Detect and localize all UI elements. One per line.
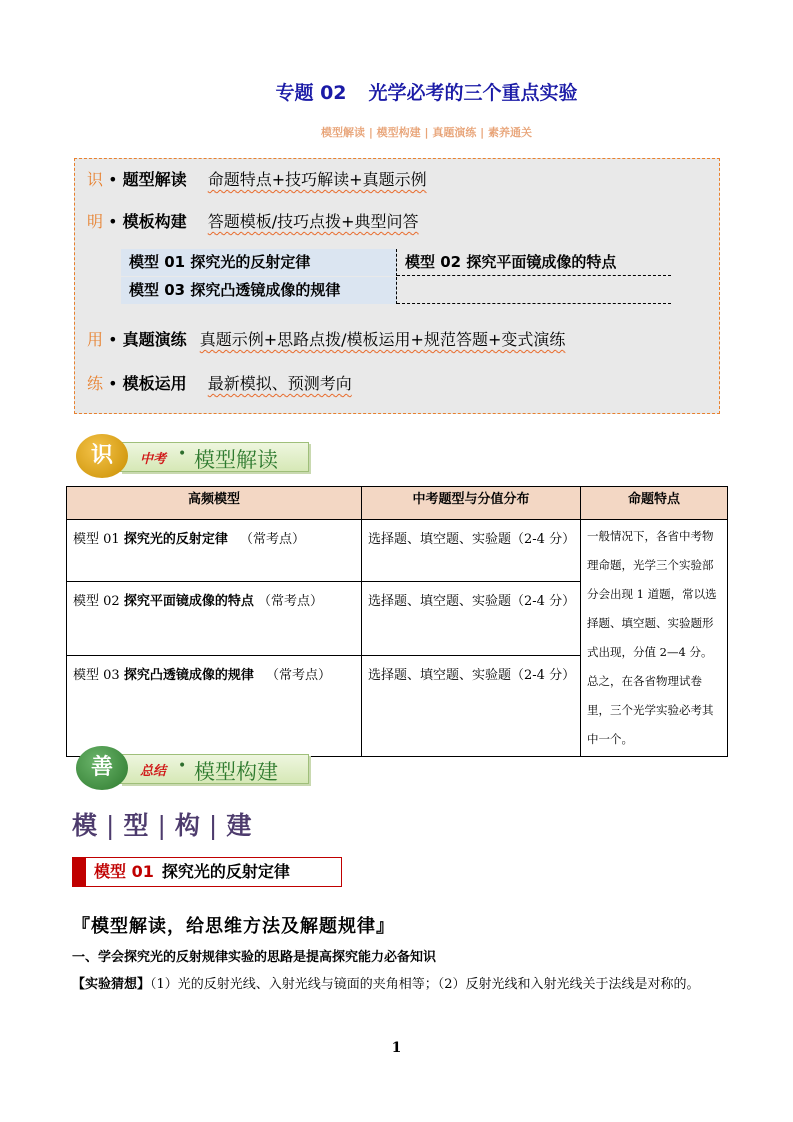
model-freq: （常考点）: [239, 532, 305, 547]
section-tag: 总结: [140, 764, 167, 779]
model-01-heading: [72, 857, 342, 887]
section-banner: [120, 442, 309, 472]
section-subtitle: 『模型解读，给思维方法及解题规律』: [72, 916, 395, 937]
bullet: •: [108, 170, 118, 189]
outline-box: [74, 158, 720, 414]
outline-label: 题型解读: [122, 170, 187, 189]
model-grid-item-1: 模型 01 探究光的反射定律: [121, 249, 397, 276]
table-cell-types: 选择题、填空题、实验题（2-4 分）: [362, 655, 581, 756]
table-cell-types: 选择题、填空题、实验题（2-4 分）: [362, 520, 581, 582]
heading-separator: |: [208, 811, 219, 840]
table-row: [67, 520, 728, 582]
outline-row-1: [87, 167, 427, 190]
outline-desc: 命题特点+技巧解读+真题示例: [207, 170, 427, 189]
outline-label: 真题演练: [122, 330, 187, 349]
model-building-heading: [72, 806, 252, 842]
model-prefix: 模型 02: [73, 594, 120, 610]
page-number: 1: [391, 1040, 402, 1056]
paragraph-body: [72, 972, 724, 998]
document-subtitle: 模型解读 | 模型构建 | 真题演练 | 素养通关: [320, 126, 533, 139]
outline-char: 明: [87, 212, 104, 231]
bullet: •: [108, 212, 118, 231]
outline-desc: 答题模板/技巧点拨+典型问答: [207, 212, 419, 231]
title-part2: 光学必考的三个重点实验: [368, 82, 578, 104]
heading-char: 模: [72, 811, 99, 840]
model-freq: （常考点）: [257, 594, 323, 610]
outline-desc: 真题示例+思路点拨/模板运用+规范答题+变式演练: [199, 330, 566, 349]
section-circle-icon: 善: [76, 746, 128, 790]
table-cell-model: [67, 582, 362, 655]
paragraph-lead: 【实验猜想】: [72, 977, 151, 992]
outline-char: 用: [87, 330, 104, 349]
heading-char: 建: [226, 811, 253, 840]
model-name: 探究平面镜成像的特点: [123, 594, 254, 610]
model-prefix: 模型 01: [73, 532, 120, 547]
table-cell-model: [67, 655, 362, 756]
model-table: [66, 486, 728, 757]
model-grid-empty: [397, 277, 671, 304]
section-banner: [120, 754, 309, 784]
outline-row-3: [87, 327, 565, 350]
document-title: [0, 78, 793, 105]
heading-char: 型: [123, 811, 150, 840]
outline-label: 模板运用: [122, 374, 187, 393]
title-part1: 专题 02: [275, 82, 347, 104]
model-grid-item-2: 模型 02 探究平面镜成像的特点: [397, 249, 671, 276]
outline-row-4: [87, 371, 352, 394]
bullet: •: [108, 330, 118, 349]
model-name: 探究光的反射定律: [123, 532, 228, 547]
table-header: 高频模型: [67, 487, 362, 520]
heading-separator: |: [157, 811, 167, 840]
model-grid-item-3: 模型 03 探究凸透镜成像的规律: [121, 277, 397, 304]
section-circle-icon: 识: [76, 434, 128, 478]
section-name: 模型构建: [194, 760, 278, 784]
table-header: 中考题型与分值分布: [362, 487, 581, 520]
model-freq: （常考点）: [265, 667, 331, 683]
outline-row-2: [87, 209, 419, 232]
table-header: 命题特点: [581, 487, 728, 520]
table-cell-note: 一般情况下，各省中考物理命题，光学三个实验部分会出现 1 道题，常以选择题、填空题、实验题形式出现，分值 2—4 分。总之，在各省物理试卷里，三个光学实验必考其中一个。: [581, 520, 728, 757]
outline-char: 识: [87, 170, 104, 189]
model-box-name: 探究光的反射定律: [161, 862, 290, 881]
outline-label: 模板构建: [122, 212, 187, 231]
model-prefix: 模型 03: [73, 667, 120, 683]
outline-char: 练: [87, 374, 104, 393]
paragraph-text: （1）光的反射光线、入射光线与镜面的夹角相等；（2）反射光线和入射光线关于法线是对称的。: [150, 977, 700, 992]
section-name: 模型解读: [194, 448, 278, 472]
outline-desc: 最新模拟、预测考向: [207, 374, 352, 393]
model-name: 探究凸透镜成像的规律: [123, 667, 254, 683]
table-header-row: [67, 487, 728, 520]
heading-char: 构: [174, 811, 201, 840]
table-cell-model: [67, 520, 362, 582]
section-tag: 中考: [140, 452, 167, 467]
bullet: •: [108, 374, 118, 393]
heading-separator: |: [106, 811, 116, 840]
model-box-prefix: 模型 01: [94, 862, 154, 881]
paragraph-heading: 一、学会探究光的反射规律实验的思路是提高探究能力必备知识: [72, 950, 437, 965]
section-dot: •: [178, 758, 187, 774]
table-cell-types: 选择题、填空题、实验题（2-4 分）: [362, 582, 581, 655]
section-dot: •: [178, 446, 187, 462]
